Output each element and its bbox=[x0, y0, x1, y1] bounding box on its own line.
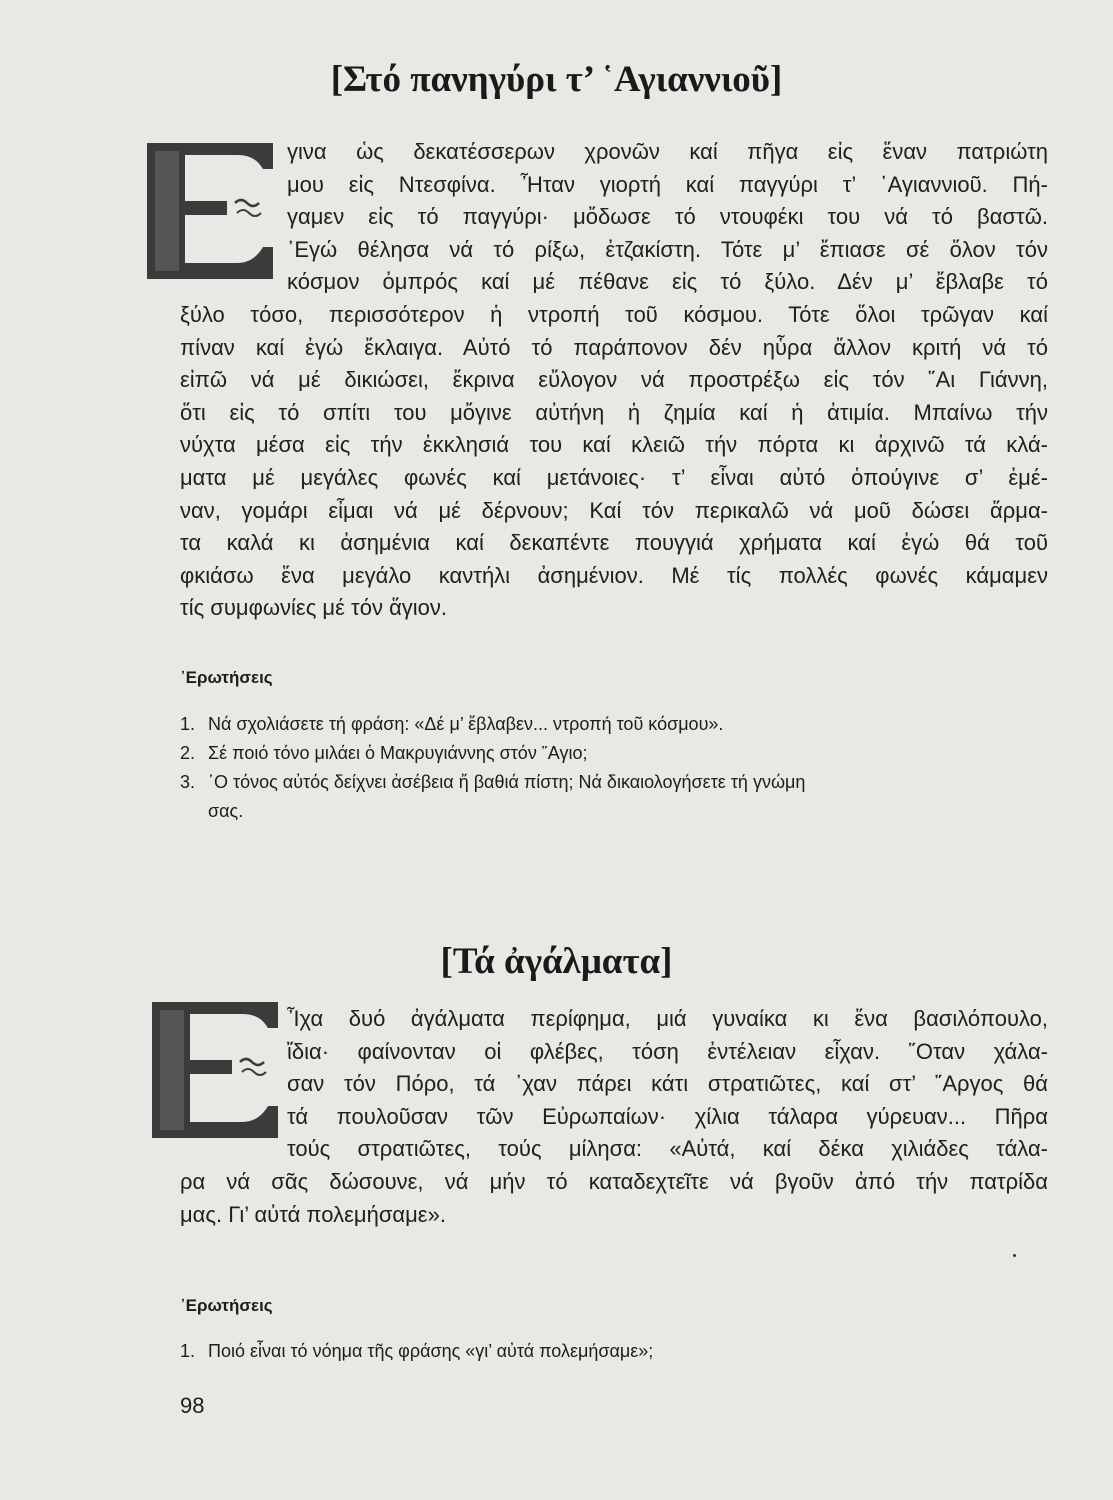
questions-list bbox=[180, 710, 1040, 826]
text-line: τούς στρατιῶτες, τούς μίλησα: «Αὐτά, καί δέκα χιλιάδες τάλα- bbox=[287, 1136, 1048, 1162]
text-line: μας. Γι’ αὐτά πολεμήσαμε». bbox=[180, 1201, 446, 1227]
question-number: 2. bbox=[180, 743, 196, 763]
text-line: τίς συμφωνίες μέ τόν ἅγιον. bbox=[180, 595, 448, 621]
text-line: εἰπῶ νά μέ δικιώσει, ἔκρινα εὔλογον νά προστρέξω εἰς τόν ῞Αι Γιάννη, bbox=[180, 367, 1048, 393]
page-number: 98 bbox=[180, 1393, 205, 1418]
text-line: ματα μέ μεγάλες φωνές καί μετάνοιες· τ’ εἶναι αὐτό ὁπούγινε σ’ ἐμέ- bbox=[180, 464, 1048, 490]
text-line: γινα ὡς δεκατέσσερων χρονῶν καί πῆγα εἰς ἕναν πατριώτη bbox=[287, 139, 1048, 164]
text-line: ρα νά σᾶς δώσουνε, νά μήν τό καταδεχτεῖτε νά βγοῦν ἀπό τήν πατρίδα bbox=[180, 1168, 1048, 1194]
text-line: κόσμον ὀμπρός καί μέ πέθανε εἰς τό ξύλο. Δέν μ’ ἔβλαβε τό bbox=[287, 269, 1048, 295]
question-item bbox=[180, 1337, 1040, 1366]
questions-heading: ᾿Ερωτήσεις bbox=[180, 668, 273, 687]
question-text: ῾Ο τόνος αὐτός δείχνει ἀσέβεια ἤ βαθιά πίστη; Νά δικαιολογήσετε τή γνώμη bbox=[208, 772, 806, 792]
question-item bbox=[180, 710, 1040, 739]
text-line: ἴδια· φαίνονταν οἱ φλέβες, τόση ἐντέλειαν εἶχαν. ῞Οταν χάλα- bbox=[287, 1038, 1048, 1064]
text-line: Ἶχα δυό ἀγάλματα περίφημα, μιά γυναίκα κι ἕνα βασιλόπουλο, bbox=[287, 1006, 1048, 1031]
text-line: πίναν καί ἐγώ ἔκλαιγα. Αὐτό τό παράπονον δέν ηὗρα ἄλλον κριτή νά τό bbox=[180, 334, 1048, 360]
story-text-paniguri bbox=[180, 136, 1048, 625]
question-item bbox=[180, 768, 1040, 826]
text-line: ξύλο τόσο, περισσότερον ἡ ντροπή τοῦ κόσμου. Τότε ὅλοι τρῶγαν καί bbox=[180, 301, 1048, 327]
question-number: 1. bbox=[180, 1341, 196, 1361]
section-title-paniguri: [Στό πανηγύρι τ’ ῾Αγιαννιοῦ] bbox=[330, 59, 783, 100]
question-number: 1. bbox=[180, 714, 196, 734]
question-text: Ποιό εἶναι τό νόημα τῆς φράσης «γι’ αὐτά πολεμήσαμε»; bbox=[208, 1341, 654, 1361]
question-text-continuation: σας. bbox=[208, 801, 244, 821]
question-text: Σέ ποιό τόνο μιλάει ὁ Μακρυγιάννης στόν ῞Αγιο; bbox=[208, 743, 588, 763]
print-speck bbox=[1013, 1254, 1016, 1257]
question-item bbox=[180, 739, 1040, 768]
section-title-agalmata: [Τά ἀγάλματα] bbox=[440, 941, 673, 982]
text-line: ὅτι εἰς τό σπίτι του μὄγινε αὐτήνη ἡ ζημία καί ἡ ἀτιμία. Μπαίνω τήν bbox=[180, 399, 1048, 425]
text-line: φκιάσω ἕνα μεγάλο καντήλι ἀσημένιον. Μέ τίς πολλές φωνές κάμαμεν bbox=[180, 562, 1048, 588]
text-line: μου εἰς Ντεσφίνα. Ἦταν γιορτή καί παγγύρι τ’ ῾Αγιαννιοῦ. Πή- bbox=[287, 171, 1048, 197]
text-line: σαν τόν Πόρο, τά ᾿χαν πάρει κάτι στρατιῶτες, καί στ’ ῎Αργος θά bbox=[287, 1071, 1048, 1097]
text-line: νύχτα μέσα εἰς τήν ἐκκλησιά του καί κλειῶ τήν πόρτα κι ἀρχινῶ τά κλά- bbox=[180, 432, 1048, 458]
story-text-agalmata bbox=[180, 1003, 1048, 1231]
text-line: γαμεν εἰς τό παγγύρι· μὄδωσε τό ντουφέκι του νά τό βαστῶ. bbox=[287, 204, 1048, 230]
text-line: τά πουλοῦσαν τῶν Εὐρωπαίων· χίλια τάλαρα γύρευαν... Πῆρα bbox=[287, 1103, 1048, 1129]
text-line: ναν, γομάρι εἶμαι νά μέ δέρνουν; Καί τόν περικαλῶ νά μοῦ δώσει ἅρμα- bbox=[180, 497, 1048, 523]
questions-list bbox=[180, 1337, 1040, 1366]
question-text: Νά σχολιάσετε τή φράση: «Δέ μ’ ἔβλαβεν... ντροπή τοῦ κόσμου». bbox=[208, 714, 724, 734]
text-line: ᾿Εγώ θέλησα νά τό ρίξω, ἐτζακίστη. Τότε μ’ ἔπιασε σέ ὅλον τόν bbox=[287, 236, 1048, 262]
text-line: τα καλά κι ἀσημένια καί δεκαπέντε πουγγιά χρήματα καί ἐγώ θά τοῦ bbox=[180, 530, 1048, 556]
question-number: 3. bbox=[180, 772, 196, 792]
questions-heading: ᾿Ερωτήσεις bbox=[180, 1296, 273, 1315]
